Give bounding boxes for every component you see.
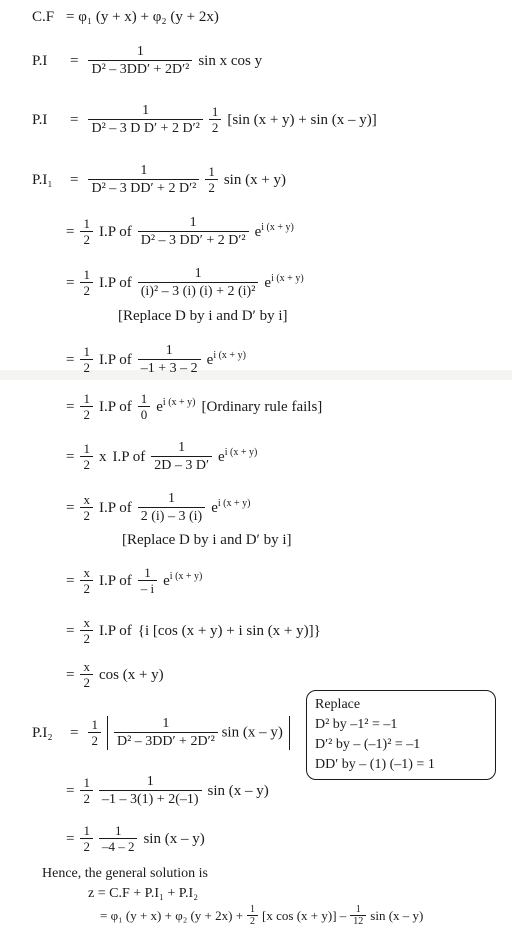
step-2: = $\frac{1}{2}$ I.P of $\frac{1}{\text{(i)² – 3 (i) (i) + 2 (i)²}}$ $e^{i (x + y)}$: [66, 266, 304, 299]
final-solution: = φ₁ (y + x) + φ₂ (y + 2x) + $\frac{1}{2}$ [x cos (x + y)] – $\frac{1}{12}$ sin (x – y): [100, 904, 424, 927]
step-8: = $\frac{x}{2}$ I.P of {i [cos (x + y) + i sin (x + y)]}: [66, 615, 321, 646]
pi-b-label: P.I: [32, 112, 48, 128]
step-3: = $\frac{1}{2}$ I.P of $\frac{1}{-1 + 3 - 2}$ $e^{i (x + y)}$: [66, 343, 246, 376]
pi-a-fraction: $\frac{1}{\text{D² – 3DD′ + 2D′²}}$: [88, 44, 192, 78]
pi-b-fraction: $\frac{1}{\text{D² – 3 D D′ + 2 D′²}}$: [88, 103, 202, 137]
hence-line: Hence, the general solution is: [42, 866, 209, 881]
pi1-half: $\frac{1}{2}$: [205, 165, 218, 195]
pi2-label: P.I₂: [32, 725, 53, 741]
pi2-bracket: $\frac{1}{\text{D² – 3DD′ + 2D′²}}$ sin (x – y): [107, 716, 290, 750]
replace-box-title: Replace: [315, 697, 361, 712]
cf-expr: = φ₁ (y + x) + φ₂ (y + 2x): [66, 9, 219, 25]
pi-a-tail: sin x cos y: [198, 53, 263, 69]
step-6: = $\frac{x}{2}$ I.P of $\frac{1}{2 (i) - 3 (i)}$ $e^{i (x + y)}$: [66, 491, 251, 524]
replace-box-row-2: D′² by – (–1)² = –1: [315, 737, 421, 752]
pi1-line: P.I₁ = $\frac{1}{\text{D² – 3 DD′ + 2 D′²}}$ $\frac{1}{2}$ sin (x + y): [32, 163, 287, 196]
pi2-line: P.I₂ = $\frac{1}{2}$ $\frac{1}{\text{D² – 3DD′ + 2D′²}}$ sin (x – y): [32, 716, 290, 750]
pi2-step-1: = $\frac{1}{2}$ $\frac{1}{-1 - 3(1) + 2(-1)}$ sin (x – y): [66, 774, 269, 807]
step-5: = $\frac{1}{2}$ x I.P of $\frac{1}{2D - 3 D'}$ $e^{i (x + y)}$: [66, 440, 258, 473]
cf-label: C.F: [32, 9, 55, 25]
pi1-tail: sin (x + y): [223, 172, 287, 188]
pi1-label: P.I₁: [32, 172, 53, 188]
step-7: = $\frac{x}{2}$ I.P of $\frac{1}{- i}$ $e^{i (x + y)}$: [66, 565, 203, 596]
replace-box-row-3: DD′ by – (1) (–1) = 1: [315, 757, 435, 772]
step-1: = $\frac{1}{2}$ I.P of $\frac{1}{\text{D² – 3 DD′ + 2 D′²}}$ $e^{i (x + y)}$: [66, 215, 294, 248]
pi-b-half: $\frac{1}{2}$: [209, 105, 222, 135]
step-4: = $\frac{1}{2}$ I.P of $\frac{1}{0}$ $e^{i (x + y)}$ [Ordinary rule fails]: [66, 391, 323, 422]
replace-box: [306, 690, 496, 780]
replace-note-1: [Replace D by i and D′ by i]: [118, 308, 288, 324]
cf-line: [32, 8, 219, 26]
pi2-step-2: = $\frac{1}{2}$ $\frac{1}{-4 - 2}$ sin (x – y): [66, 823, 205, 854]
general-solution-z: z = C.F + P.I₁ + P.I₂: [88, 886, 199, 901]
step-9: = $\frac{x}{2}$ cos (x + y): [66, 659, 164, 690]
pi-a-label: P.I: [32, 53, 48, 69]
replace-note-2: [Replace D by i and D′ by i]: [122, 532, 292, 548]
replace-box-row-1: D² by –1² = –1: [315, 717, 398, 732]
pi-b-line: P.I = $\frac{1}{\text{D² – 3 D D′ + 2 D′²}}$ $\frac{1}{2}$ [sin (x + y) + sin (x – y)]: [32, 103, 377, 136]
pi-a-line: P.I = $\frac{1}{\text{D² – 3DD′ + 2D′²}}$ sin x cos y: [32, 44, 263, 77]
pi-b-tail: [sin (x + y) + sin (x – y)]: [227, 112, 377, 128]
pi1-fraction: $\frac{1}{\text{D² – 3 DD′ + 2 D′²}}$: [88, 163, 199, 197]
